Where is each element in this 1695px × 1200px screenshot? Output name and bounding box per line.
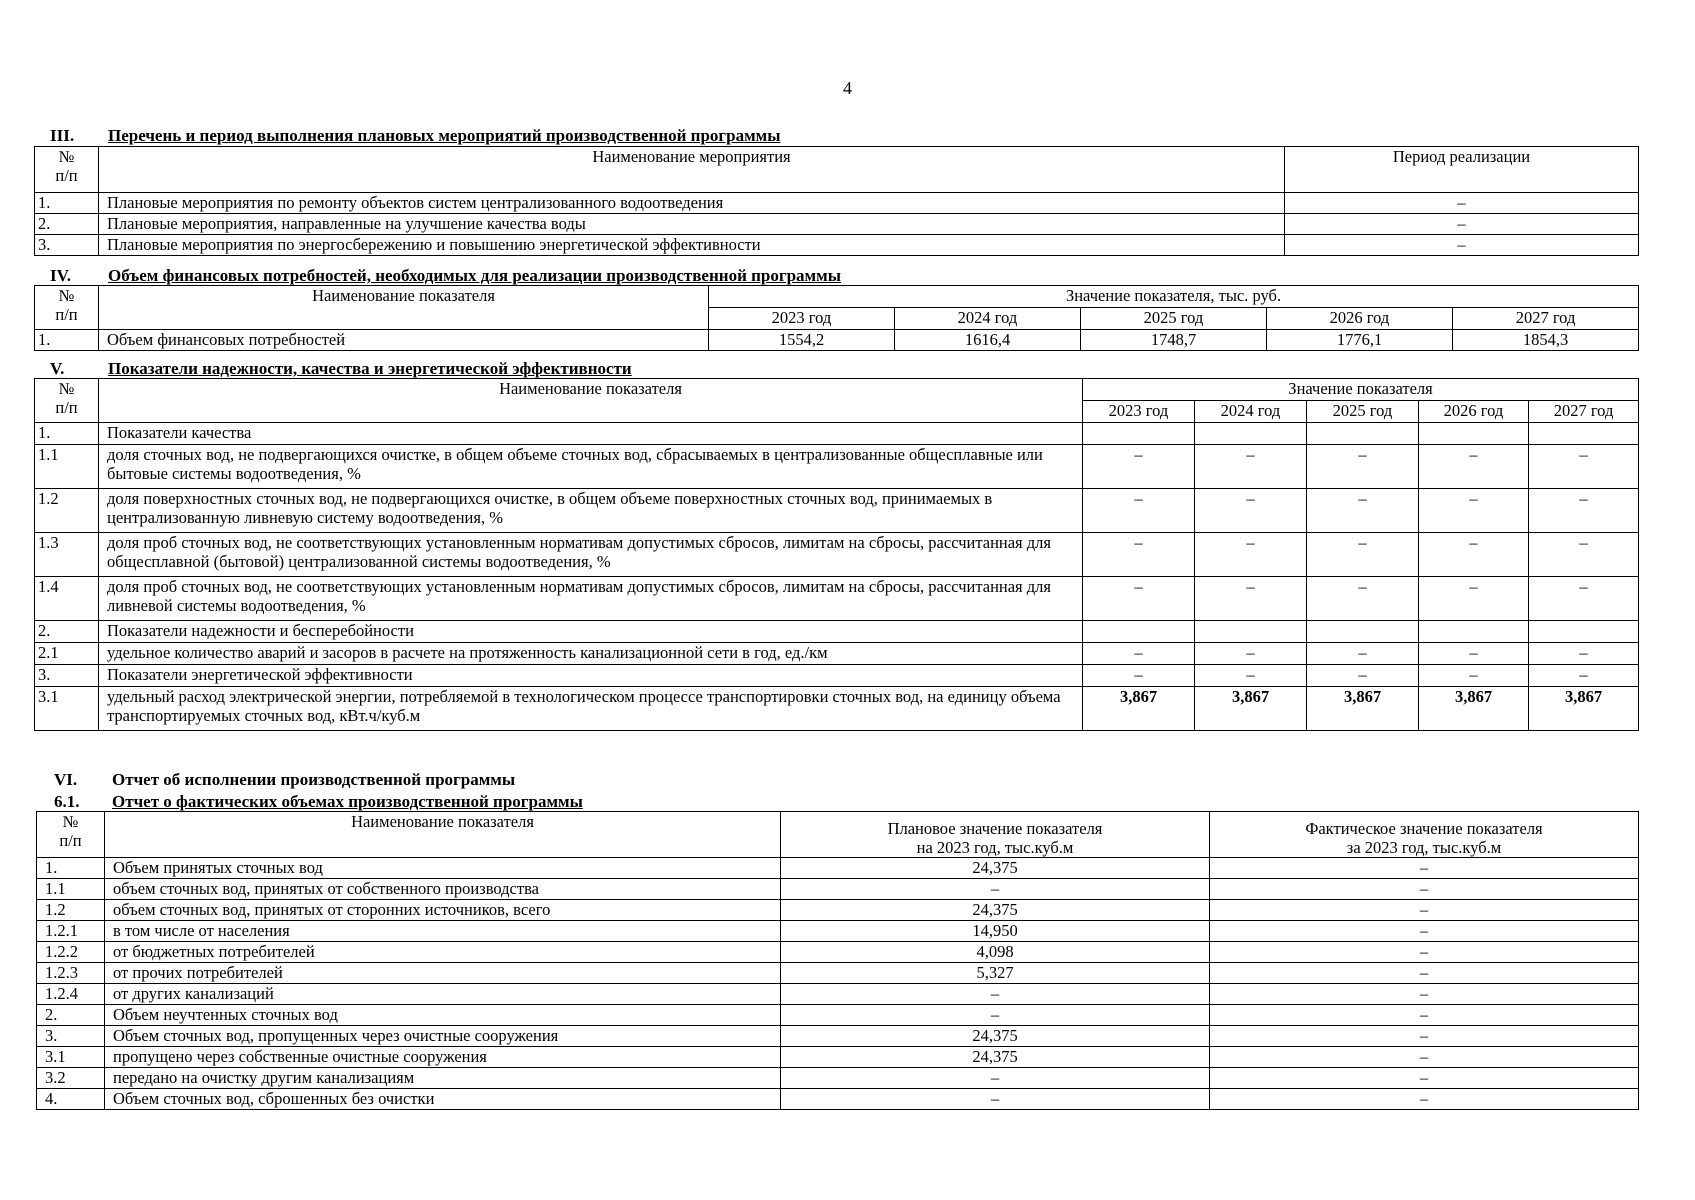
row-number: 1. [35,193,99,214]
row-value: – [1307,643,1419,665]
col-header-name: Наименование мероприятия [99,147,1285,193]
row-value: – [1307,665,1419,687]
row-value: – [1307,445,1419,489]
table-row [37,1047,1639,1068]
row-value [1307,423,1419,445]
row-value: – [1419,533,1529,577]
table-row [35,423,1639,445]
row-plan: 14,950 [781,921,1210,942]
row-value [1083,621,1195,643]
table-row [37,942,1639,963]
row-plan: – [781,1005,1210,1026]
table-row [35,665,1639,687]
row-number: 3.1 [35,687,99,731]
row-value: – [1195,533,1307,577]
year-header: 2024 год [1195,401,1307,423]
row-value: – [1419,445,1529,489]
row-name: Объем неучтенных сточных вод [105,1005,781,1026]
row-value: 1776,1 [1267,330,1453,351]
row-number: 1.2.4 [37,984,105,1005]
row-value: 3,867 [1195,687,1307,731]
row-value: 1748,7 [1081,330,1267,351]
row-plan: – [781,879,1210,900]
row-name: Показатели качества [99,423,1083,445]
row-fact: – [1210,963,1639,984]
row-value: – [1529,665,1639,687]
row-name: от других канализаций [105,984,781,1005]
col-header-name: Наименование показателя [99,379,1083,423]
table-row [37,1089,1639,1110]
row-number: 1.4 [35,577,99,621]
row-plan: 24,375 [781,1047,1210,1068]
table-row [35,533,1639,577]
col-header-plan: Плановое значение показателя на 2023 год, тыс.куб.м [781,812,1210,858]
row-period: – [1285,214,1639,235]
row-value: – [1195,643,1307,665]
row-value [1195,423,1307,445]
col-header-fact: Фактическое значение показателя за 2023 год, тыс.куб.м [1210,812,1639,858]
row-fact: – [1210,858,1639,879]
section-3-heading [50,126,781,146]
row-value: – [1083,665,1195,687]
row-number: 2. [37,1005,105,1026]
table-row [37,921,1639,942]
table-row [35,577,1639,621]
row-value: – [1083,489,1195,533]
section-3-number: III. [50,126,75,145]
row-value: – [1529,489,1639,533]
table-row [35,621,1639,643]
table-row [37,963,1639,984]
row-name: Плановые мероприятия, направленные на улучшение качества воды [99,214,1285,235]
row-name: Плановые мероприятия по энергосбережению и повышению энергетической эффективности [99,235,1285,256]
col-header-value: Значение показателя, тыс. руб. [709,286,1639,308]
row-number: 1. [35,423,99,445]
section-61-heading [54,792,583,812]
year-header: 2027 год [1529,401,1639,423]
row-fact: – [1210,1089,1639,1110]
row-number: 1.1 [35,445,99,489]
table-row [35,445,1639,489]
table-row [37,1068,1639,1089]
col-header-num: № п/п [35,147,99,193]
table-section-3 [34,146,1639,256]
row-period: – [1285,235,1639,256]
row-value: 1554,2 [709,330,895,351]
year-header: 2027 год [1453,308,1639,330]
row-plan: 24,375 [781,900,1210,921]
row-name: Объем сточных вод, пропущенных через очистные сооружения [105,1026,781,1047]
row-number: 3.1 [37,1047,105,1068]
row-fact: – [1210,942,1639,963]
row-name: Объем сточных вод, сброшенных без очистки [105,1089,781,1110]
row-number: 1.2 [35,489,99,533]
row-fact: – [1210,984,1639,1005]
col-header-name: Наименование показателя [105,812,781,858]
year-header: 2024 год [895,308,1081,330]
section-6-title: Отчет об исполнении производственной программы [112,770,516,789]
row-value: – [1419,665,1529,687]
section-5-title: Показатели надежности, качества и энергетической эффективности [108,359,632,378]
row-value [1419,621,1529,643]
row-value: – [1307,489,1419,533]
row-name: объем сточных вод, принятых от сторонних источников, всего [105,900,781,921]
row-value: 1854,3 [1453,330,1639,351]
row-value: – [1307,577,1419,621]
row-value: – [1083,445,1195,489]
row-period: – [1285,193,1639,214]
table-row [35,330,1639,351]
year-header: 2025 год [1081,308,1267,330]
row-fact: – [1210,879,1639,900]
row-value: – [1419,643,1529,665]
page-number: 4 [843,78,852,98]
row-fact: – [1210,1047,1639,1068]
row-number: 1.3 [35,533,99,577]
table-section-61 [36,811,1639,1110]
year-header: 2026 год [1267,308,1453,330]
row-value [1529,423,1639,445]
row-number: 1. [37,858,105,879]
row-name: удельный расход электрической энергии, потребляемой в технологическом процессе транспортировки сточных вод, на единицу объема транспортируемых сточных вод, кВт.ч/куб.м [99,687,1083,731]
year-header: 2026 год [1419,401,1529,423]
row-number: 1.1 [37,879,105,900]
row-name: передано на очистку другим канализациям [105,1068,781,1089]
row-value: 3,867 [1307,687,1419,731]
table-row [35,687,1639,731]
table-section-5 [34,378,1639,731]
table-row [35,235,1639,256]
table-row [37,858,1639,879]
table-row [37,879,1639,900]
row-value: – [1083,643,1195,665]
row-name: Объем финансовых потребностей [99,330,709,351]
section-4-number: IV. [50,266,71,285]
row-plan: 24,375 [781,858,1210,879]
row-value: 1616,4 [895,330,1081,351]
row-number: 3.2 [37,1068,105,1089]
row-value [1419,423,1529,445]
col-header-name: Наименование показателя [99,286,709,330]
row-value [1529,621,1639,643]
row-number: 1.2.1 [37,921,105,942]
table-row [37,1026,1639,1047]
row-name: доля поверхностных сточных вод, не подвергающихся очистке, в общем объеме поверхностных сточных вод, принимаемых в централизованную ливневую систему водоотведения, % [99,489,1083,533]
row-fact: – [1210,1005,1639,1026]
row-number: 2. [35,214,99,235]
row-value: – [1195,489,1307,533]
row-plan: – [781,984,1210,1005]
row-name: Плановые мероприятия по ремонту объектов систем централизованного водоотведения [99,193,1285,214]
row-plan: – [781,1068,1210,1089]
row-number: 3. [35,235,99,256]
section-61-title: Отчет о фактических объемах производственной программы [112,792,583,811]
row-value: – [1307,533,1419,577]
col-header-num: № п/п [37,812,105,858]
row-plan: 24,375 [781,1026,1210,1047]
col-header-value: Значение показателя [1083,379,1639,401]
table-row [37,984,1639,1005]
year-header: 2023 год [709,308,895,330]
row-value: – [1529,577,1639,621]
row-value: 3,867 [1083,687,1195,731]
row-plan: – [781,1089,1210,1110]
table-row [35,489,1639,533]
row-number: 1.2.3 [37,963,105,984]
section-61-number: 6.1. [54,792,80,811]
section-4-heading [50,266,841,286]
row-value: – [1419,489,1529,533]
row-fact: – [1210,921,1639,942]
row-value: – [1083,577,1195,621]
col-header-num: № п/п [35,379,99,423]
row-value: – [1195,445,1307,489]
row-value: – [1083,533,1195,577]
row-number: 3. [37,1026,105,1047]
row-name: Объем принятых сточных вод [105,858,781,879]
row-name: от бюджетных потребителей [105,942,781,963]
table-row [35,643,1639,665]
col-header-num: № п/п [35,286,99,330]
table-row [35,193,1639,214]
row-number: 1. [35,330,99,351]
section-5-heading [50,359,632,379]
table-row [37,900,1639,921]
row-number: 4. [37,1089,105,1110]
row-plan: 5,327 [781,963,1210,984]
row-name: удельное количество аварий и засоров в расчете на протяженность канализационной сети в год, ед./км [99,643,1083,665]
section-6-number: VI. [54,770,78,789]
row-value: 3,867 [1529,687,1639,731]
row-value: 3,867 [1419,687,1529,731]
row-value: – [1529,445,1639,489]
row-number: 2. [35,621,99,643]
row-fact: – [1210,1068,1639,1089]
row-fact: – [1210,1026,1639,1047]
row-number: 1.2 [37,900,105,921]
row-number: 1.2.2 [37,942,105,963]
row-value [1195,621,1307,643]
row-name: доля проб сточных вод, не соответствующих установленным нормативам допустимых сбросов, лимитам на сбросы, рассчитанная для общесплавной (бытовой) централизованной системы водоотведения, % [99,533,1083,577]
row-number: 2.1 [35,643,99,665]
table-row [37,1005,1639,1026]
row-value [1083,423,1195,445]
row-name: доля проб сточных вод, не соответствующих установленным нормативам допустимых сбросов, лимитам на сбросы, рассчитанная для ливневой системы водоотведения, % [99,577,1083,621]
row-value: – [1195,665,1307,687]
table-row [35,214,1639,235]
row-name: от прочих потребителей [105,963,781,984]
section-3-title: Перечень и период выполнения плановых мероприятий производственной программы [108,126,781,145]
row-name: объем сточных вод, принятых от собственного производства [105,879,781,900]
section-4-title: Объем финансовых потребностей, необходимых для реализации производственной программы [108,266,841,285]
col-header-period: Период реализации [1285,147,1639,193]
year-header: 2025 год [1307,401,1419,423]
row-value: – [1529,533,1639,577]
row-name: Показатели надежности и бесперебойности [99,621,1083,643]
row-name: пропущено через собственные очистные сооружения [105,1047,781,1068]
row-name: Показатели энергетической эффективности [99,665,1083,687]
row-number: 3. [35,665,99,687]
row-name: в том числе от населения [105,921,781,942]
year-header: 2023 год [1083,401,1195,423]
row-value: – [1419,577,1529,621]
table-section-4 [34,285,1639,351]
row-value: – [1195,577,1307,621]
section-6-heading [54,770,515,790]
row-value: – [1529,643,1639,665]
row-plan: 4,098 [781,942,1210,963]
section-5-number: V. [50,359,65,378]
row-fact: – [1210,900,1639,921]
row-value [1307,621,1419,643]
row-name: доля сточных вод, не подвергающихся очистке, в общем объеме сточных вод, сбрасываемых в централизованные общесплавные или бытовые системы водоотведения, % [99,445,1083,489]
